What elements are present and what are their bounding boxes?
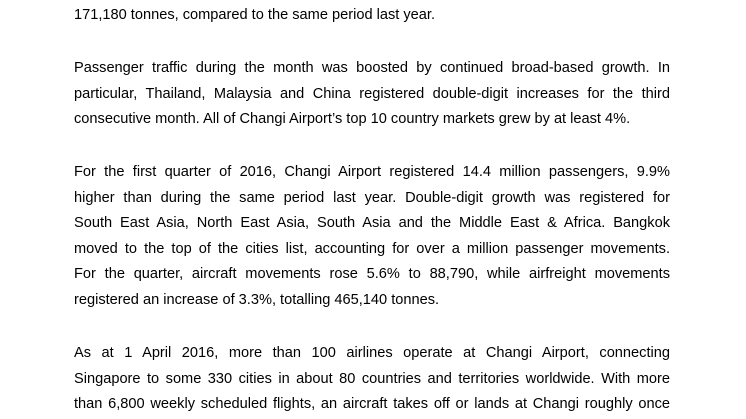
text-line: Passenger traffic during the month was boosted by continued broad-based growth. In (74, 60, 670, 76)
paragraph-first-quarter (74, 160, 670, 313)
text-line: For the quarter, aircraft movements rose 5.6% to 88,790, while airfreight movements (74, 266, 670, 282)
text-line: registered an increase of 3.3%, totalling 465,140 tonnes. (74, 291, 440, 308)
text-line: 171,180 tonnes, compared to the same period last year. (74, 7, 436, 23)
text-line: moved to the top of the cities list, accounting for over a million passenger movements. (74, 240, 670, 257)
text-line: South East Asia, North East Asia, South Asia and the Middle East & Africa. Bangkok (74, 215, 670, 231)
paragraph-cargo-tail (74, 3, 670, 29)
paragraph-airline-network (74, 341, 670, 418)
text-line: For the first quarter of 2016, Changi Airport registered 14.4 million passengers, 9.9% (74, 164, 670, 180)
text-line: higher than during the same period last year. Double-digit growth was registered for (74, 189, 670, 206)
text-line: As at 1 April 2016, more than 100 airlines operate at Changi Airport, connecting (74, 345, 670, 361)
text-line: than 6,800 weekly scheduled flights, an aircraft takes off or lands at Changi roughly once (74, 396, 670, 412)
text-line: Singapore to some 330 cities in about 80 countries and territories worldwide. With more (74, 370, 670, 387)
paragraph-passenger-traffic (74, 56, 670, 133)
text-line: consecutive month. All of Changi Airport’s top 10 country markets grew by at least 4%. (74, 111, 631, 127)
text-line: particular, Thailand, Malaysia and China registered double-digit increases for the third (74, 85, 670, 102)
